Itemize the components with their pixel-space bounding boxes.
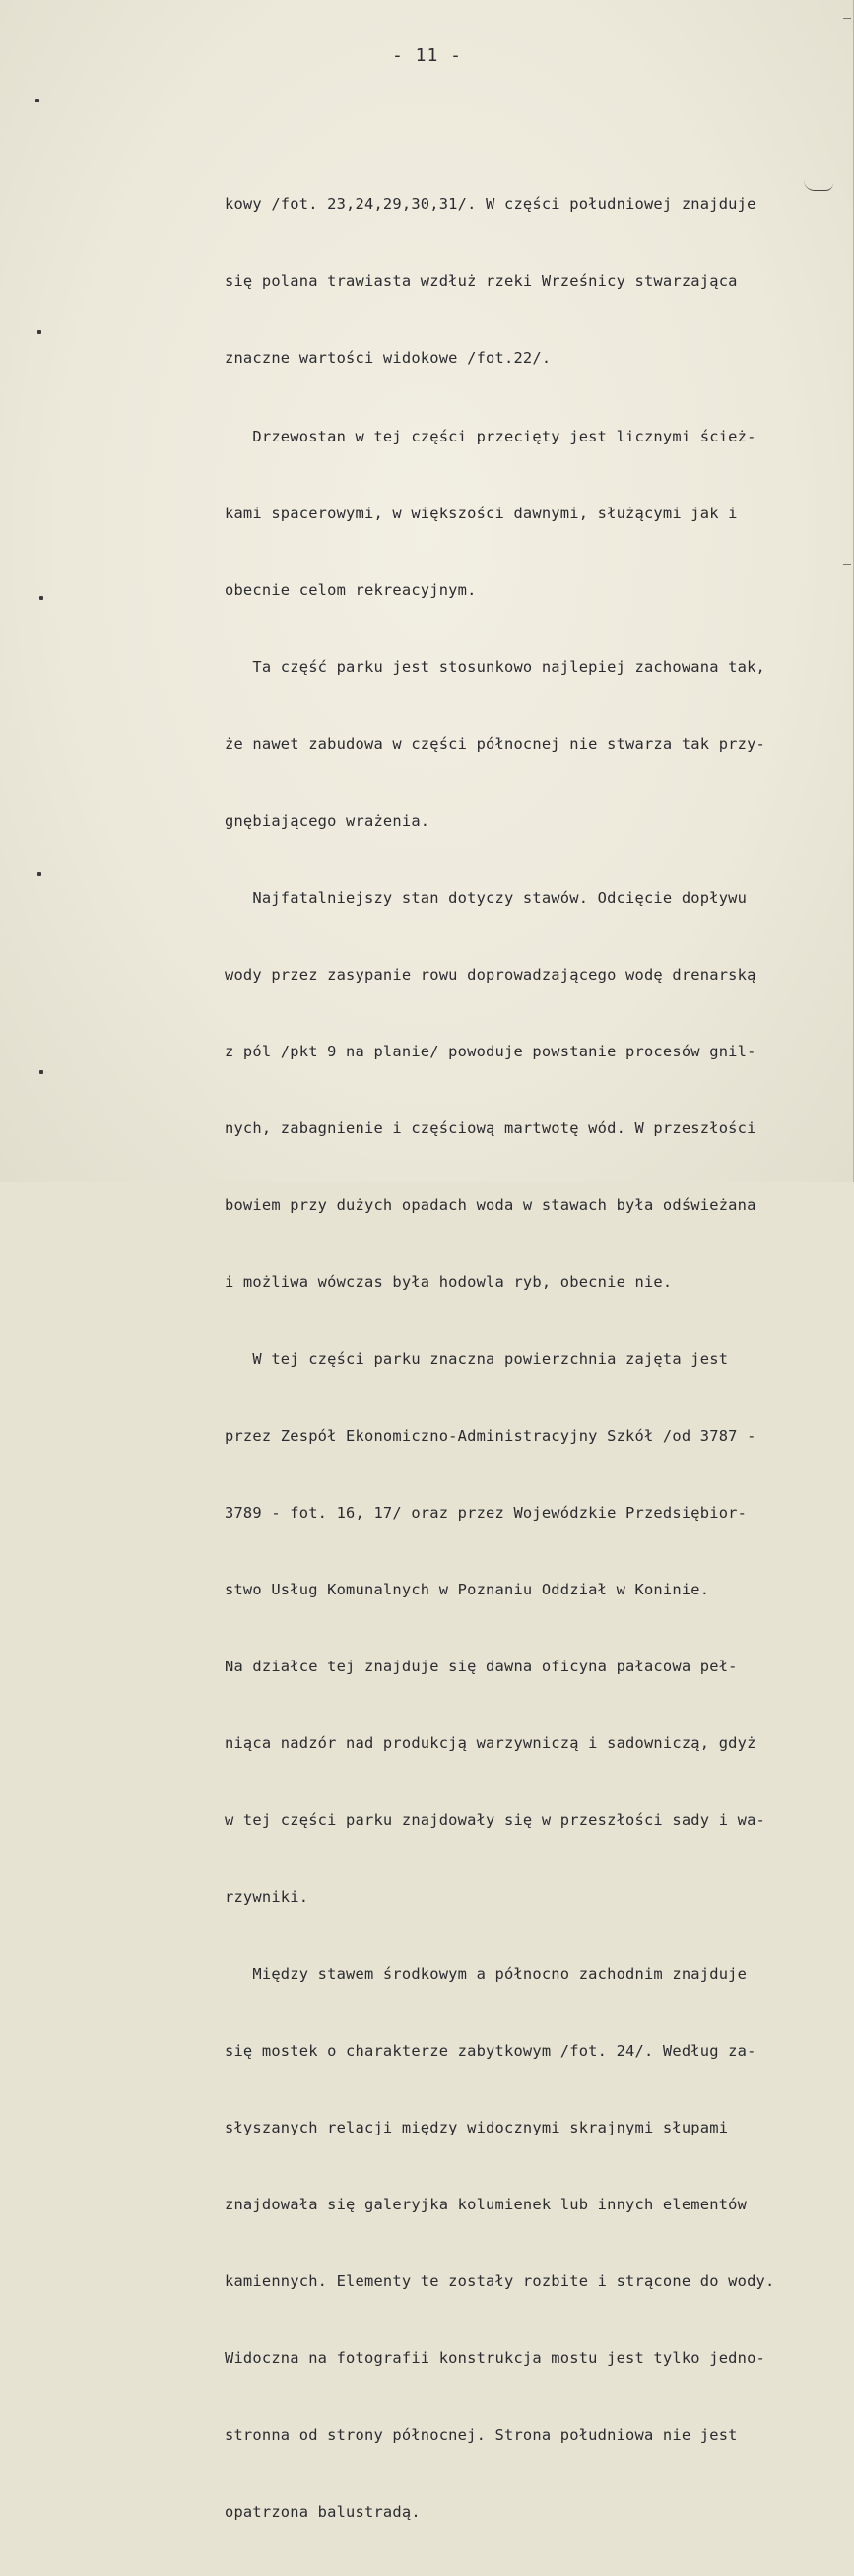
text-line: Ta część parku jest stosunkowo najlepiej zachowana tak, [225,658,766,676]
text-line: W tej części parku znaczna powierzchnia zajęta jest [225,1350,729,1368]
text-line: Drzewostan w tej części przecięty jest licznymi ścież- [225,428,756,445]
text-line: stwo Usług Komunalnych w Poznaniu Oddział w Koninie. [225,1581,710,1598]
text-line: znaczne wartości widokowe /fot.22/. [225,349,552,367]
edge-mark [843,564,851,565]
text-line: przez Zespół Ekonomiczno-Administracyjny Szkół /od 3787 - [225,1427,756,1445]
text-line: bowiem przy dużych opadach woda w stawach była odświeżana [225,1196,756,1214]
text-line: że nawet zabudowa w części północnej nie stwarza tak przy- [225,735,766,753]
text-line: rzywniki. [225,1888,309,1906]
punch-mark [37,330,41,334]
text-line: gnębiającego wrażenia. [225,812,430,830]
text-line: się mostek o charakterze zabytkowym /fot. 24/. Według za- [225,2042,756,2060]
punch-mark [39,1070,43,1074]
text-line: opatrzona balustradą. [225,2503,421,2521]
text-line: kami spacerowymi, w większości dawnymi, służącymi jak i [225,505,738,522]
text-line: obecnie celom rekreacyjnym. [225,581,477,599]
edge-mark [843,18,851,19]
text-line: i możliwa wówczas była hodowla ryb, obecnie nie. [225,1273,673,1291]
text-line: kowy /fot. 23,24,29,30,31/. W części południowej znajduje [225,195,756,213]
text-line: słyszanych relacji między widocznymi skrajnymi słupami [225,2119,729,2136]
page-number: - 11 - [391,45,463,66]
text-line: nych, zabagnienie i częściową martwotę wód. W przeszłości [225,1119,756,1137]
text-line: się polana trawiasta wzdłuż rzeki Wrześnicy stwarzająca [225,272,738,290]
text-line: z pól /pkt 9 na planie/ powoduje powstanie procesów gnil- [225,1043,756,1060]
text-line: niąca nadzór nad produkcją warzywniczą i sadowniczą, gdyż [225,1734,756,1752]
body-text [225,140,835,2576]
text-line: Między stawem środkowym a północno zachodnim znajduje [225,1965,748,1983]
text-line: znajdowała się galeryjka kolumienek lub innych elementów [225,2196,748,2213]
text-line: stronna od strony północnej. Strona południowa nie jest [225,2426,738,2444]
punch-mark [39,596,43,600]
punch-mark [35,99,39,102]
text-line: Najfatalniejszy stan dotyczy stawów. Odcięcie dopływu [225,889,748,907]
text-line: wody przez zasypanie rowu doprowadzającego wodę drenarską [225,966,756,983]
text-line: Widoczna na fotografii konstrukcja mostu jest tylko jedno- [225,2349,766,2367]
punch-mark [37,872,41,876]
text-line: 3789 - fot. 16, 17/ oraz przez Wojewódzkie Przedsiębior- [225,1504,748,1522]
text-line: Na działce tej znajduje się dawna oficyna pałacowa peł- [225,1658,738,1675]
text-line: w tej części parku znajdowały się w przeszłości sady i wa- [225,1811,766,1829]
text-line: kamiennych. Elementy te zostały rozbite i strącone do wody. [225,2272,775,2290]
